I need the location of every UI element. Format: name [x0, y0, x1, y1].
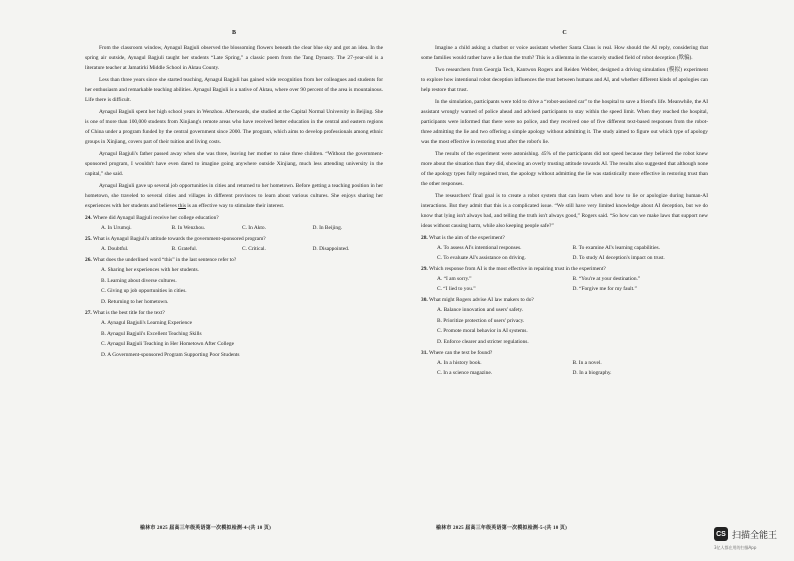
question-text: Which response from AI is the most effective in repairing trust in the experiment? — [429, 266, 606, 272]
question-number: 30. — [421, 297, 428, 303]
option-a[interactable]: A. Aynagul Bagjuli's Learning Experience — [101, 320, 193, 326]
question-30 — [421, 295, 708, 305]
option-b[interactable]: B. Aynagul Bagjuli's Excellent Teaching Skills — [101, 330, 202, 337]
option-c[interactable]: C. “I lied to you.” — [437, 286, 476, 292]
option-c[interactable]: C. To evaluate AI's assistance on driving. — [437, 255, 526, 261]
question-text: Where did Aynagul Bagjuli receive her college education? — [93, 215, 219, 221]
option-d[interactable]: D. In Beijing. — [312, 225, 343, 231]
scanner-subtitle: 3亿人都在用的扫描App — [714, 545, 757, 550]
question-25-options — [85, 244, 383, 254]
passage-c-paragraph-1: Imagine a child asking a chatbot or voice assistant whether Santa Claus is real. How should the AI reply, considering that some families would rather have a lie than the truth? This is a dilemma in the scarcely studied field of robot deception (欺骗). — [421, 45, 708, 61]
option-b[interactable]: B. Grateful. — [171, 246, 198, 252]
option-b[interactable]: B. In a novel. — [572, 360, 602, 366]
question-31 — [421, 348, 708, 358]
underlined-word-this: this — [178, 203, 186, 209]
option-a[interactable]: A. To assess AI's intentional responses. — [437, 245, 522, 251]
question-26 — [85, 255, 383, 265]
option-d[interactable]: D. Enforce clearer and stricter regulations. — [437, 338, 529, 345]
option-d[interactable]: D. In a biography. — [572, 370, 612, 376]
camscanner-logo-icon: CS — [714, 527, 728, 541]
page-footer-right: 榆林市 2025 届高三年级英语第一次模拟检测-5-(共 10 页) — [436, 526, 567, 531]
question-text: What does the underlined word “this” in the last sentence refer to? — [93, 257, 237, 263]
option-d[interactable]: D. A Government-sponsored Program Supporting Poor Students — [101, 351, 240, 358]
passage-c-paragraph-3: In the simulation, participants were told to drive a “robot-assisted car” to the hospital to save a friend's life. Meanwhile, the AI assistant wrongly warned of police ahead and advised participants to stay within the speed limit. When they reached the hospital, participants were informed that there were no police, and they received one of five different text-based responses from the robot-three admitting the lie and two offering a simple apology without admitting it. The study aimed to figure out which type of apology was the most effective in restoring trust after the robot's lie. — [421, 99, 708, 145]
option-d[interactable]: D. “Forgive me for my fault.” — [572, 286, 637, 292]
question-28-options — [421, 243, 708, 263]
option-b[interactable]: B. To examine AI's learning capabilities. — [572, 245, 660, 251]
option-d[interactable]: D. Returning to her hometown. — [101, 298, 169, 305]
question-text: Where can the text be found? — [429, 350, 493, 356]
question-27 — [85, 308, 383, 318]
question-number: 26. — [85, 257, 92, 263]
option-a[interactable]: A. In a history book. — [437, 360, 482, 366]
paragraph-5-text: Aynagul Bagjuli gave up several job opportunities in cities and returned to her hometown. Before getting a teaching position in her hometown, she traveled to several cities and villages in different provinces to learn about various cultures. She enjoys sharing her experiences with her students and believes — [85, 183, 383, 209]
option-b[interactable]: B. Learning about diverse cultures. — [101, 277, 177, 284]
passage-b-paragraph-2: Less than three years since she started teaching, Aynagul Bagjuli has gained wide recognition from her colleagues and students for her enthusiasm and remarkable teaching abilities. Aynagul Bagjuli is a native of Aktau, where over 90 percent of the area is mountainous. Life there is difficult. — [85, 77, 383, 103]
question-text: What might Rogers advise AI law makers to do? — [429, 297, 534, 303]
option-d[interactable]: D. Disappointed. — [312, 246, 350, 252]
passage-c-paragraph-4: The results of the experiment were astonishing. 45% of the participants did not speed because they believed the robot knew more about the situation than they did, showing an overly trusting attitude towards AI. The results also suggested that although none of the apology types fully regained trust, the apology without admitting the lie was statistically more effective in restoring trust than the other responses. — [421, 151, 708, 187]
option-c[interactable]: C. Giving up job opportunities in cities. — [101, 288, 187, 294]
question-number: 29. — [421, 266, 428, 272]
option-c[interactable]: C. In Akto. — [242, 225, 266, 231]
option-a[interactable]: A. Balance innovation and users' safety. — [437, 307, 524, 313]
question-25 — [85, 234, 383, 244]
option-b[interactable]: B. “You're at your destination.” — [572, 276, 641, 282]
question-text: What is Aynagul Bagjuli's attitude towards the government-sponsored program? — [93, 236, 266, 242]
option-c[interactable]: C. Aynagul Bagjuli Teaching in Her Hometown After College — [101, 341, 235, 347]
option-d[interactable]: D. To study AI deception's impact on trust. — [572, 255, 665, 261]
passage-b-paragraph-1: From the classroom window, Aynagul Bagjuli observed the blossoming flowers beneath the clear blue sky and got an idea. In the spring air outside, Aynagul Bagjuli taught her students “Late Spring,” a classic poem from the Tang Dynasty. The 27-year-old is a literature teacher at Jamatirki Middle School in Aktau County. — [85, 45, 383, 71]
question-text: What is the aim of the experiment? — [429, 235, 505, 241]
question-number: 28. — [421, 235, 428, 241]
question-29 — [421, 264, 708, 274]
option-c[interactable]: C. Critical. — [242, 246, 266, 252]
question-24-options — [85, 223, 383, 233]
option-b[interactable]: B. In Wenzhou. — [171, 225, 206, 231]
option-a[interactable]: A. Doubtful. — [101, 246, 129, 252]
passage-c-paragraph-2: Two researchers from Georgia Tech, Kantwon Rogers and Reiden Webber, designed a driving simulation (模拟) experiment to explore how intentional robot deception influences the trust between humans and AI, and whether different kinds of apologies can help restore that trust. — [421, 67, 708, 93]
question-24 — [85, 213, 383, 223]
right-page — [397, 0, 794, 561]
question-number: 25. — [85, 236, 92, 242]
passage-label-b: B — [231, 30, 236, 36]
option-b[interactable]: B. Prioritize protection of users' privacy. — [437, 317, 525, 324]
question-number: 27. — [85, 310, 92, 316]
scanner-title: 扫描全能王 — [732, 530, 778, 541]
question-31-options — [421, 358, 708, 378]
passage-b-paragraph-5 — [85, 181, 383, 211]
option-c[interactable]: C. Promote moral behavior in AI systems. — [437, 328, 528, 334]
question-text: What is the best title for the text? — [93, 310, 165, 316]
page-footer-left: 榆林市 2025 届高三年级英语第一次模拟检测-4-(共 10 页) — [140, 526, 271, 531]
passage-b-paragraph-4: Aynagul Bagjuli's father passed away when she was three, leaving her mother to raise three children. “Without the government-sponsored program, I wouldn't have even dared to imagine going anywhere outside Xinjiang, much less attending university in the capital,” she said. — [85, 151, 383, 177]
option-c[interactable]: C. In a science magazine. — [437, 370, 493, 376]
question-28 — [421, 233, 708, 243]
question-number: 31. — [421, 350, 428, 356]
scanner-watermark — [714, 527, 777, 541]
option-a[interactable]: A. In Urumqi. — [101, 225, 132, 231]
question-29-options — [421, 274, 708, 294]
passage-c-paragraph-5: The researchers' final goal is to create a robot system that can learn when and how to lie or apologize during human-AI interactions. But they admit that this is a complicated issue. “We still have very limited knowledge about AI deception, but we do know that lying isn't always bad, and telling the truth isn't always good,” Rogers said. “So how can we make laws that support new ideas without causing harm, while also keeping people safe?” — [421, 193, 708, 229]
question-number: 24. — [85, 215, 92, 221]
passage-b-paragraph-3: Aynagul Bagjuli spent her high school years in Wenzhou. Afterwards, she studied at the Capital Normal University in Beijing. She is one of more than 100,000 students from Xinjiang's remote areas who have received better education in the central and eastern regions of China under a program funded by the central government since 2000. The program, which aims to develop professionals among ethnic groups in Xinjiang, covers part of their tuition and living costs. — [85, 109, 383, 145]
option-a[interactable]: A. “I am sorry.” — [437, 276, 472, 282]
option-a[interactable]: A. Sharing her experiences with her students. — [101, 267, 199, 273]
passage-label-c: C — [562, 30, 567, 36]
paragraph-5-tail: is an effective way to stimulate their interest. — [185, 203, 285, 209]
